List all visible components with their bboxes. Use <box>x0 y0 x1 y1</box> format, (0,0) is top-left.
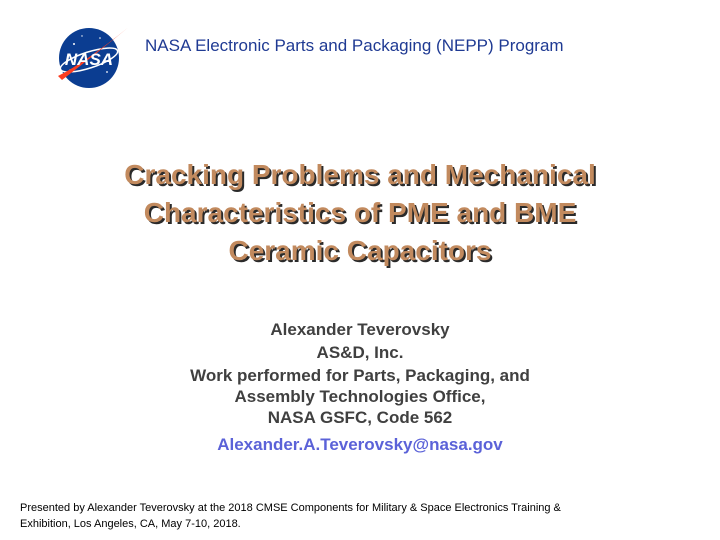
nasa-logo-text: NASA <box>64 50 114 69</box>
title-line-2: Characteristics of PME and BME <box>143 197 577 228</box>
author-name: Alexander Teverovsky <box>270 320 450 339</box>
work-line-2: Assembly Technologies Office, <box>234 387 486 406</box>
author-office: NASA GSFC, Code 562 <box>267 408 453 427</box>
author-company: AS&D, Inc. <box>316 343 404 362</box>
author-email-link[interactable]: Alexander.A.Teverovsky@nasa.gov <box>217 435 503 454</box>
title-line-3: Ceramic Capacitors <box>228 235 492 266</box>
author-block <box>60 318 660 460</box>
work-line-1: Work performed for Parts, Packaging, and <box>190 366 530 385</box>
footer-line-2: Exhibition, Los Angeles, CA, May 7-10, 2018. <box>20 518 241 530</box>
program-header: NASA Electronic Parts and Packaging (NEPP) Program <box>145 36 564 55</box>
footer-line-1: Presented by Alexander Teverovsky at the 2018 CMSE Components for Military & Space Electronics Training & <box>20 502 561 514</box>
footer-note <box>20 500 660 532</box>
nasa-logo-icon <box>52 22 132 90</box>
slide-title <box>60 156 660 270</box>
title-line-1: Cracking Problems and Mechanical <box>124 159 596 190</box>
